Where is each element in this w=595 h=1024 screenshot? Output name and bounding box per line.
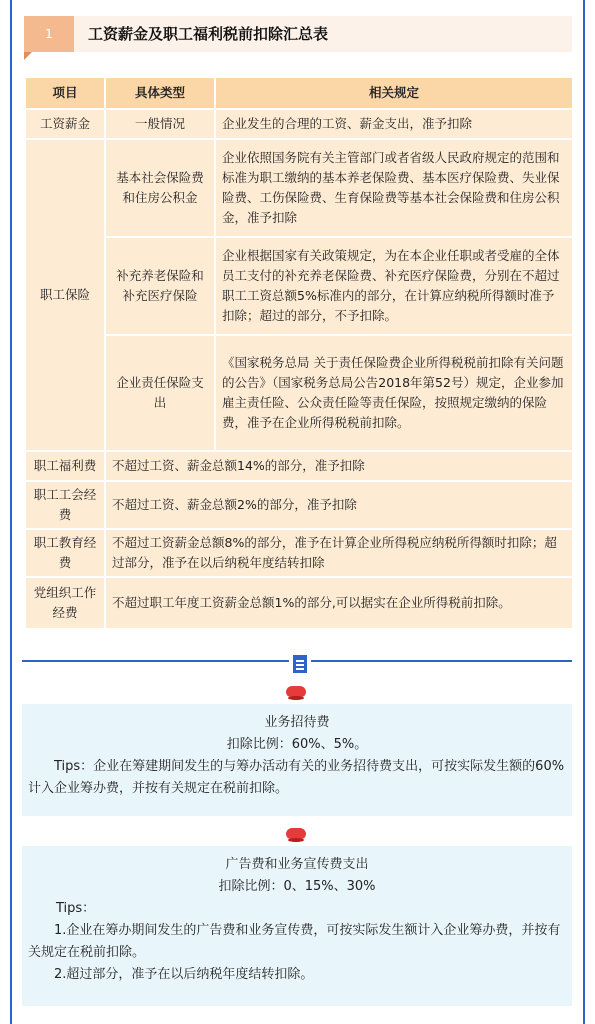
row-rule: 企业发生的合理的工资、薪金支出，准予扣除 [215, 109, 573, 139]
row-rule: 企业根据国家有关政策规定，为在本企业任职或者受雇的全体员工支付的补充养老保险费、补充医疗保险费，分别在不超过职工工资总额5%标准内的部分，在计算应纳税所得额时准予扣除；超过的部分，不予扣除。 [215, 237, 573, 335]
row-item: 职工福利费 [25, 451, 105, 481]
row-item: 党组织工作经费 [25, 577, 105, 629]
row-item: 工资薪金 [25, 109, 105, 139]
entertainment-box [22, 704, 572, 816]
section-title: 工资薪金及职工福利税前扣除汇总表 [88, 25, 329, 43]
column-header-type: 具体类型 [105, 77, 215, 109]
entertainment-title: 业务招待费 [264, 715, 330, 730]
table-header-row [25, 77, 573, 109]
row-type: 补充养老保险和补充医疗保险 [105, 237, 215, 335]
advertising-ratio: 扣除比例：0、15%、30% [218, 879, 376, 894]
row-rule: 不超过工资薪金总额8%的部分，准予在计算企业所得税应纳税所得额时扣除；超过部分，准予在以后纳税年度结转扣除 [105, 529, 573, 577]
row-type: 一般情况 [105, 109, 215, 139]
section-number: 1 [24, 16, 74, 52]
entertainment-tips: Tips：企业在筹建期间发生的与筹办活动有关的业务招待费支出，可按实际发生额的60%计入企业筹办费，并按有关规定在税前扣除。 [28, 759, 565, 796]
section-header [24, 16, 572, 52]
advertising-tips-label: Tips： [56, 901, 96, 916]
row-rule: 《国家税务总局 关于责任保险费企业所得税税前扣除有关问题的公告》（国家税务总局公告2018年第52号）规定，企业参加雇主责任险、公众责任险等责任保险，按照规定缴纳的保险费，准予在企业所得税税前扣除。 [215, 335, 573, 451]
advertising-box [22, 846, 572, 1006]
advertising-tip-1: 1.企业在筹办期间发生的广告费和业务宣传费，可按实际发生额计入企业筹办费，并按有关规定在税前扣除。 [28, 923, 561, 960]
row-rule: 企业依照国务院有关主管部门或者省级人民政府规定的范围和标准为职工缴纳的基本养老保险费、基本医疗保险费、失业保险费、工伤保险费、生育保险费等基本社会保险费和住房公积金，准予扣除 [215, 139, 573, 237]
document-icon [289, 651, 311, 677]
advertising-tip-2: 2.超过部分，准予在以后纳税年度结转扣除。 [54, 967, 314, 982]
table-row [25, 577, 573, 629]
pin-icon [286, 686, 306, 700]
table-row [25, 237, 573, 335]
row-rule: 不超过工资、薪金总额2%的部分，准予扣除 [105, 481, 573, 529]
table-row [25, 451, 573, 481]
row-item: 职工保险 [25, 139, 105, 451]
column-header-item: 项目 [25, 77, 105, 109]
table-row [25, 481, 573, 529]
row-type: 企业责任保险支出 [105, 335, 215, 451]
entertainment-ratio: 扣除比例：60%、5%。 [226, 737, 368, 752]
row-rule: 不超过职工年度工资薪金总额1%的部分,可以据实在企业所得税前扣除。 [105, 577, 573, 629]
table-row [25, 529, 573, 577]
row-type: 基本社会保险费和住房公积金 [105, 139, 215, 237]
row-item: 职工教育经费 [25, 529, 105, 577]
row-item: 职工工会经费 [25, 481, 105, 529]
row-rule: 不超过工资、薪金总额14%的部分，准予扣除 [105, 451, 573, 481]
deduction-table [24, 76, 574, 630]
table-row [25, 109, 573, 139]
column-header-rule: 相关规定 [215, 77, 573, 109]
advertising-title: 广告费和业务宣传费支出 [225, 857, 369, 872]
table-row [25, 335, 573, 451]
pin-icon [286, 828, 306, 842]
table-row [25, 139, 573, 237]
